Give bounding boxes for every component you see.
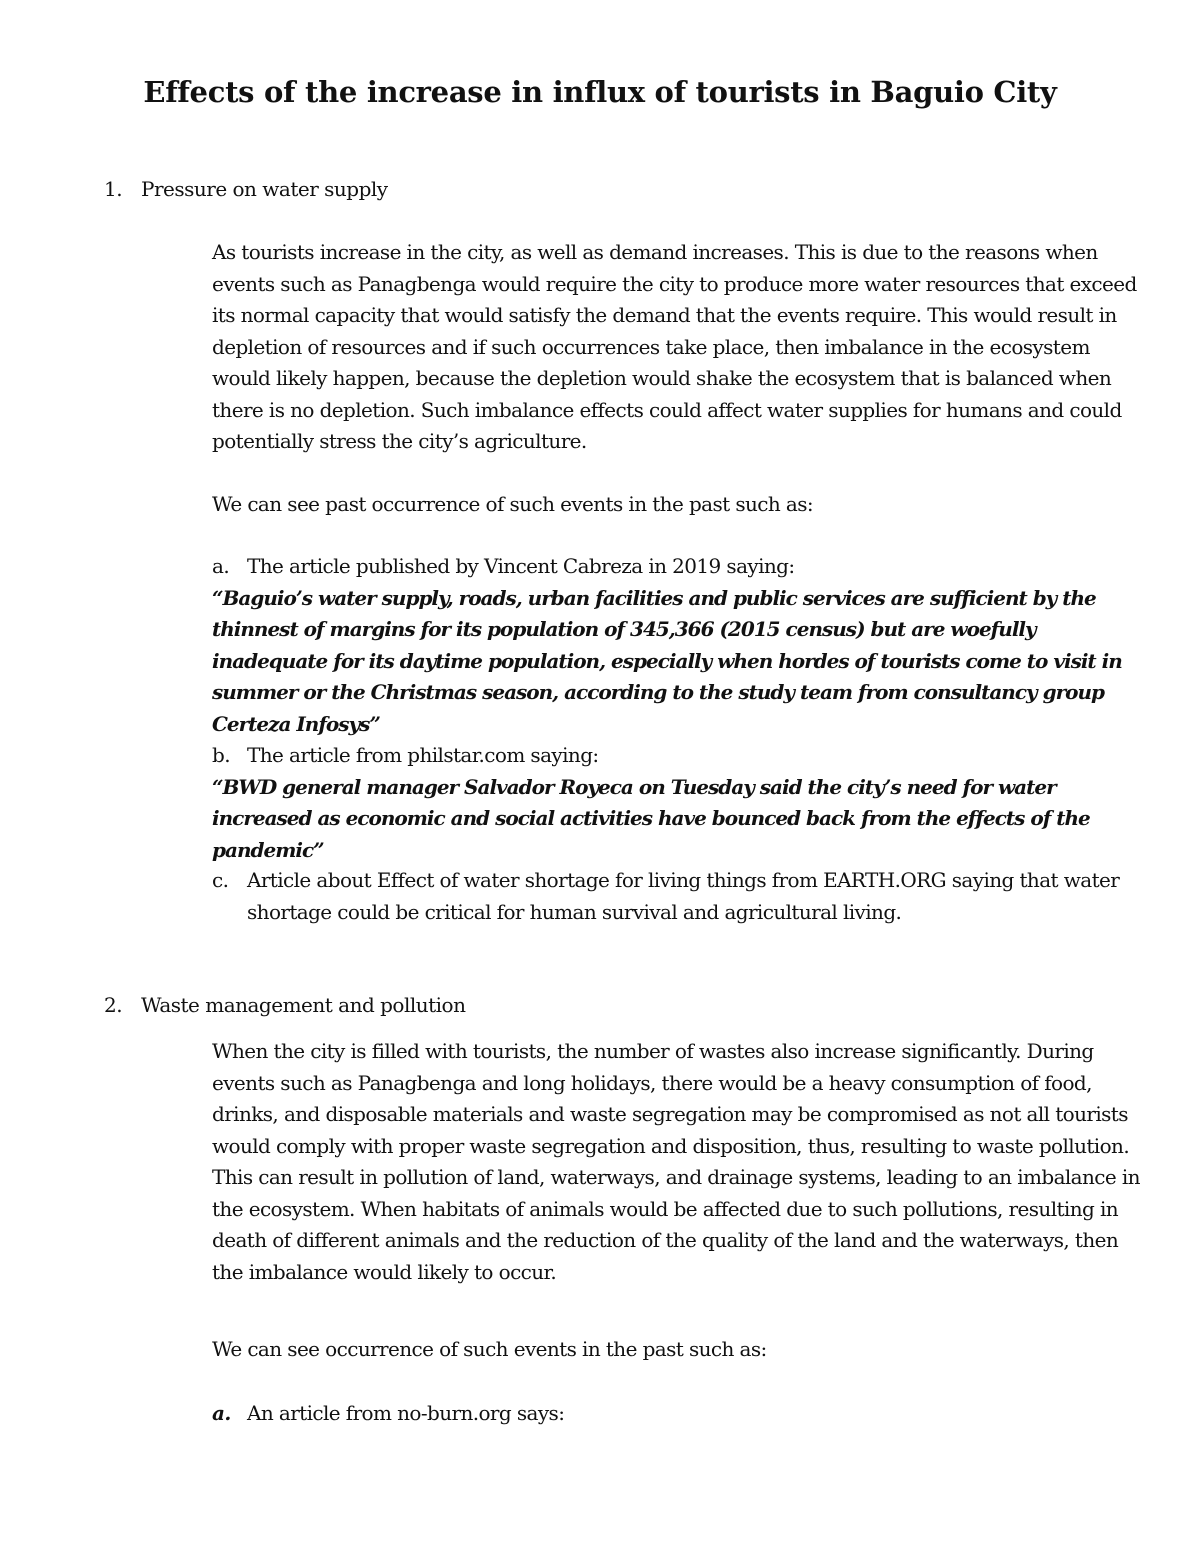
section-2-paragraph: When the city is filled with tourists, the number of wastes also increase significantly. During events such as Panagbenga and long holidays, there would be a heavy consumption of food, drinks, and disposable materials and waste segregation may be compromised as not all tourists would comply with proper waste segregation and disposition, thus, resulting to waste pollution. This can result in pollution of land, waterways, and drainage systems, leading to an imbalance in the ecosystem. When habitats of animals would be affected due to such pollutions, resulting in death of different animals and the reduction of the quality of the land and the waterways, then the imbalance would likely to occur. xyxy=(212,1039,1140,1284)
section-number: 2. xyxy=(104,993,123,1017)
section-1-paragraph: As tourists increase in the city, as well as demand increases. This is due to the reasons when events such as Panagbenga would require the city to produce more water resources that exceed its normal capacity that would satisfy the demand that the events require. This would result in depletion of resources and if such occurrences take place, then imbalance in the ecosystem would likely happen, because the depletion would shake the ecosystem that is balanced when there is no depletion. Such imbalance effects could affect water supplies for humans and could potentially stress the city’s agriculture. xyxy=(212,240,1137,453)
section-1-heading xyxy=(104,174,388,206)
section-heading-text: Pressure on water supply xyxy=(141,177,388,201)
list-marker: c. xyxy=(212,868,229,892)
item-lead-text: Article about Effect of water shortage for living things from EARTH.ORG saying that water shortage could be critical for human survival and agricultural living. xyxy=(247,868,1120,924)
item-quote: “Baguio’s water supply, roads, urban facilities and public services are sufficient by the thinnest of margins for its population of 345,366 (2015 census) but are woefully inadequate for its daytime population, especially when hordes of tourists come to visit in summer or the Christmas season, according to the study team from consultancy group Certeza Infosys” xyxy=(212,585,1122,736)
list-marker: a. xyxy=(212,1401,231,1425)
item-lead-text: The article from philstar.com saying: xyxy=(247,743,599,767)
section-2-intro: We can see occurrence of such events in the past such as: xyxy=(212,1337,767,1361)
list-marker: a. xyxy=(212,554,230,578)
list-marker: b. xyxy=(212,743,230,767)
section-number: 1. xyxy=(104,177,123,201)
section-1-item-c xyxy=(212,865,1147,928)
section-1-item-b xyxy=(212,740,1147,866)
section-1-intro: We can see past occurrence of such events in the past such as: xyxy=(212,492,814,516)
item-lead-text: The article published by Vincent Cabreza in 2019 saying: xyxy=(247,554,795,578)
section-2-heading xyxy=(104,990,465,1022)
item-lead-text: An article from no-burn.org says: xyxy=(247,1401,565,1425)
item-quote: “BWD general manager Salvador Royeca on Tuesday said the city’s need for water increased as economic and social activities have bounced back from the effects of the pandemic” xyxy=(212,774,1090,862)
section-heading-text: Waste management and pollution xyxy=(141,993,466,1017)
section-2-item-a xyxy=(212,1398,1147,1430)
section-1-item-a xyxy=(212,551,1147,740)
document-title: Effects of the increase in influx of tourists in Baguio City xyxy=(143,75,1057,109)
